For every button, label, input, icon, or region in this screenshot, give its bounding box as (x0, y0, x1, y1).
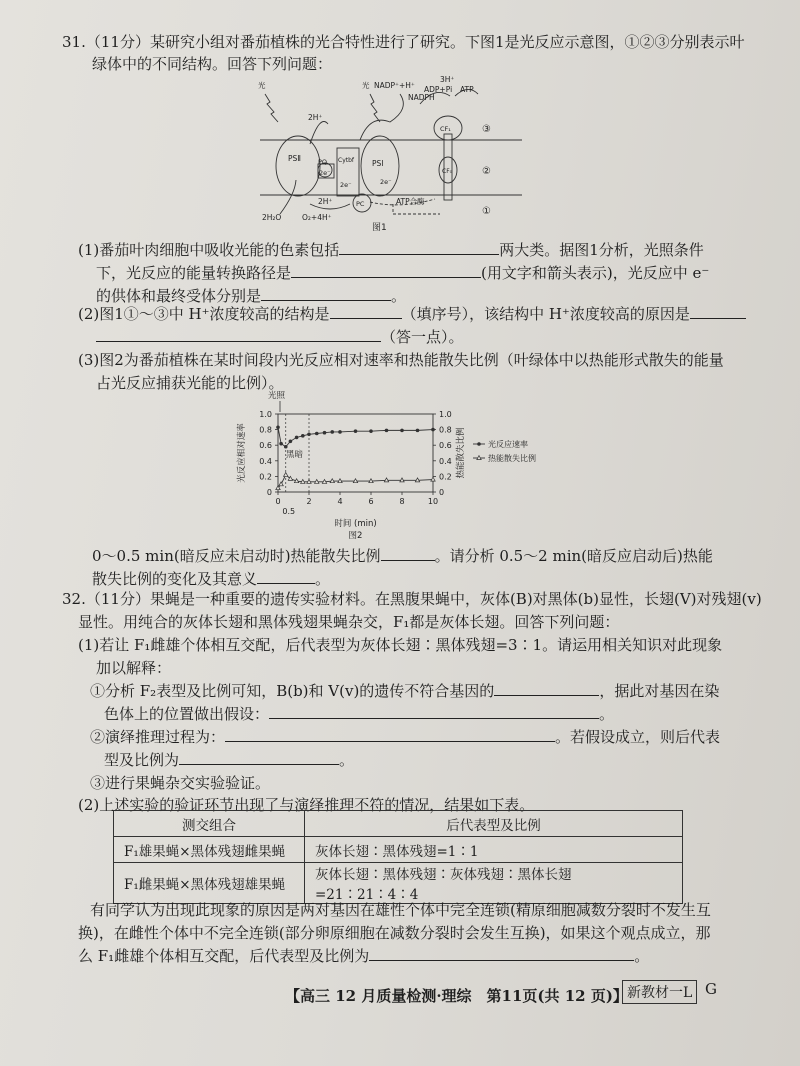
q32-p1-line1: (1)若让 F₁雌雄个体相互交配，后代表型为灰体长翅∶黑体残翅=3∶1。请运用相关知识对此现象 (78, 636, 723, 654)
q31-p4-line1: 0～0.5 min(暗反应未启动时)热能散失比例 。请分析 0.5～2 min(暗反应启动后)热能 (92, 547, 713, 565)
q31-p3-line1: (3)图2为番茄植株在某时间段内光反应相对速率和热能散失比例（叶绿体中以热能形式散失的能量 (78, 351, 724, 369)
y-axis-label-left: 光反应相对速率 (237, 423, 247, 483)
x-tick-label-extra: 0.5 (282, 507, 296, 516)
legend-label-1: 热能散失比例 (488, 454, 536, 463)
series-1-point (431, 477, 435, 481)
series-0-point (385, 429, 389, 433)
fig1-pc: PC (356, 200, 365, 208)
fig1-caption: 图1 (372, 223, 387, 232)
q31-p1-line3: 的供体和最终受体分别是 。 (96, 287, 407, 305)
fig1-cytbf: Cytbf (338, 157, 355, 164)
series-0-point (369, 429, 373, 433)
y-tick-label-left: 0.6 (259, 441, 272, 451)
fig1-adp: ADP+Pi (424, 85, 453, 94)
q31-header: 31.（11分）某研究小组对番茄植株的光合特性进行了研究。下图1是光反应示意图，①②③分别表示叶 (62, 33, 745, 51)
table-row (114, 837, 683, 863)
q32-p1-sub2-cont: 型及比例为 。 (104, 751, 355, 769)
q31-p2-line2: （答一点）。 (96, 327, 464, 347)
q32-intro-2: 显性。用纯合的灰体长翅和黑体残翅果蝇杂交，F₁都是灰体长翅。回答下列问题： (78, 613, 620, 631)
y-tick-label-right: 0 (439, 488, 445, 497)
series-0-point (323, 431, 327, 435)
y-tick-label-right: 0.8 (439, 425, 452, 435)
annotation-dark: 黑暗 (286, 449, 304, 460)
legend-label-0: 光反应速率 (488, 440, 528, 449)
figure-1-light-reaction-diagram (250, 74, 530, 232)
annotation-light: 光照 (268, 391, 286, 401)
series-0-point (354, 429, 358, 433)
fig1-2h-bottom: 2H⁺ (318, 197, 333, 206)
y-tick-label-left: 0 (266, 488, 272, 497)
y-tick-label-right: 1.0 (439, 410, 452, 419)
y-tick-label-right: 0.2 (439, 472, 452, 482)
fig1-cf1: CF₁ (440, 125, 451, 133)
x-tick-label: 10 (427, 497, 439, 506)
q32-intro-1: 32.（11分）果蝇是一种重要的遗传实验材料。在黑腹果蝇中，灰体(B)对黑体(b)显性，长翅(V)对残翅(v) (62, 590, 762, 608)
x-tick-label: 0 (275, 497, 281, 506)
series-0-point (431, 428, 435, 432)
table-header-cell: 测交组合 (114, 811, 305, 837)
table-cell: F₁雄果蝇×黑体残翅雌果蝇 (114, 837, 305, 863)
q32-p2-line2: 有同学认为出现此现象的原因是两对基因在雄性个体中完全连锁(精原细胞减数分裂时不发生互 (90, 901, 711, 919)
fig1-2e-b: 2e⁻ (340, 181, 352, 189)
page-footer: 【高三 12 月质量检测·理综 第11页(共 12 页)】 (285, 987, 628, 1005)
legend-marker-0 (477, 442, 481, 446)
testcross-results-table (113, 810, 683, 904)
y-tick-label-left: 0.2 (259, 472, 272, 482)
x-tick-label: 2 (306, 497, 312, 506)
q31-p4-line2: 散失比例的变化及其意义 。 (92, 570, 331, 588)
q32-p1-sub1: ①分析 F₂表型及比例可知，B(b)和 V(v)的遗传不符合基因的 ，据此对基因在染 (90, 682, 720, 700)
fig1-num-2: ② (482, 166, 491, 177)
series-0-point (315, 432, 319, 436)
q32-p1-sub2: ②演绎推理过程为： 。若假设成立，则后代表 (90, 728, 721, 746)
fig1-light-2: 光 (362, 81, 370, 90)
series-0-point (416, 429, 420, 433)
fig1-o2: O₂+4H⁺ (302, 213, 332, 222)
y-tick-label-left: 0.4 (259, 456, 272, 466)
fig1-ps2: PSⅡ (288, 154, 301, 163)
y-axis-label-right: 热能散失比例 (456, 427, 466, 479)
fig1-3h: 3H⁺ (440, 75, 455, 84)
table-header-cell: 后代表型及比例 (305, 811, 683, 837)
q32-p1-line2: 加以解释： (96, 659, 172, 677)
fig1-2e-a: 2e⁻ (319, 169, 331, 177)
series-0-point (279, 442, 283, 446)
fig1-h2o: 2H₂O (262, 213, 282, 222)
q32-p1-sub1-cont: 色体上的位置做出假设： 。 (104, 705, 615, 723)
y-tick-label-right: 0.6 (439, 441, 452, 451)
edition-letter: G (705, 980, 717, 998)
x-tick-label: 6 (368, 497, 374, 506)
table-row (114, 863, 683, 904)
y-tick-label-right: 0.4 (439, 456, 452, 466)
x-tick-label: 4 (337, 497, 343, 506)
q31-p3-line2: 占光反应捕获光能的比例）。 (96, 374, 284, 392)
fig1-num-1: ① (482, 206, 491, 217)
series-0-point (284, 445, 288, 449)
figure-2-line-chart (228, 388, 580, 544)
q32-p2-line3: 换)，在雌性个体中不完全连锁(部分卵原细胞在减数分裂时会发生互换)，如果这个观点成立，那 (78, 924, 711, 942)
fig1-num-3: ③ (482, 124, 491, 135)
x-axis-label: 时间 (min) (334, 519, 377, 529)
table-cell: 灰体长翅∶黑体残翅∶灰体残翅∶黑体长翅=21∶21∶4∶4 (305, 863, 683, 904)
fig1-2e-c: 2e⁻ (380, 178, 392, 186)
q31-p1-line1: (1)番茄叶肉细胞中吸收光能的色素包括 两大类。据图1分析，光照条件 (78, 241, 704, 259)
fig1-ps1: PSⅠ (372, 159, 384, 168)
fig1-atp: ATP (460, 85, 474, 94)
series-0-point (307, 432, 311, 436)
series-0-point (295, 436, 299, 440)
table-cell: F₁雌果蝇×黑体残翅雄果蝇 (114, 863, 305, 904)
series-1-point (279, 482, 283, 486)
fig1-pq: PQ (318, 158, 328, 166)
fig1-2h-top: 2H⁺ (308, 113, 323, 122)
edition-stamp: 新教材一L (622, 980, 697, 1004)
x-tick-label: 8 (399, 497, 405, 506)
series-1-point (284, 472, 288, 476)
fig1-light-1: 光 (258, 81, 266, 90)
series-0-point (330, 430, 334, 434)
fig1-atp-synthase: ATP合酶 (396, 197, 425, 206)
series-0-point (400, 429, 404, 433)
fig1-nadp: NADP⁺+H⁺ (374, 81, 415, 90)
series-0-point (276, 425, 280, 429)
q31-p2-line1: (2)图1①～③中 H⁺浓度较高的结构是 （填序号），该结构中 H⁺浓度较高的原因是 (78, 304, 746, 324)
table-cell: 灰体长翅∶黑体残翅=1∶1 (305, 837, 683, 863)
table-header-row (114, 811, 683, 837)
series-0-point (338, 430, 342, 434)
q32-p2-line1: (2)上述实验的验证环节出现了与演绎推理不符的情况，结果如下表。 (78, 796, 535, 814)
series-0-point (289, 440, 293, 444)
series-0-point (301, 434, 305, 438)
q32-p2-line4: 么 F₁雌雄个体相互交配，后代表型及比例为 。 (78, 947, 650, 965)
y-tick-label-left: 0.8 (259, 425, 272, 435)
y-tick-label-left: 1.0 (259, 410, 272, 419)
q31-header-cont: 绿体中的不同结构。回答下列问题： (92, 55, 333, 73)
q31-p1-line2: 下，光反应的能量转换路径是 (用文字和箭头表示)，光反应中 e⁻ (96, 264, 710, 282)
fig1-nadph: NADPH (408, 93, 435, 102)
chart-title: 图2 (348, 531, 363, 541)
fig1-cf0: CF₀ (442, 168, 453, 175)
q32-p1-sub3: ③进行果蝇杂交实验验证。 (90, 774, 271, 792)
